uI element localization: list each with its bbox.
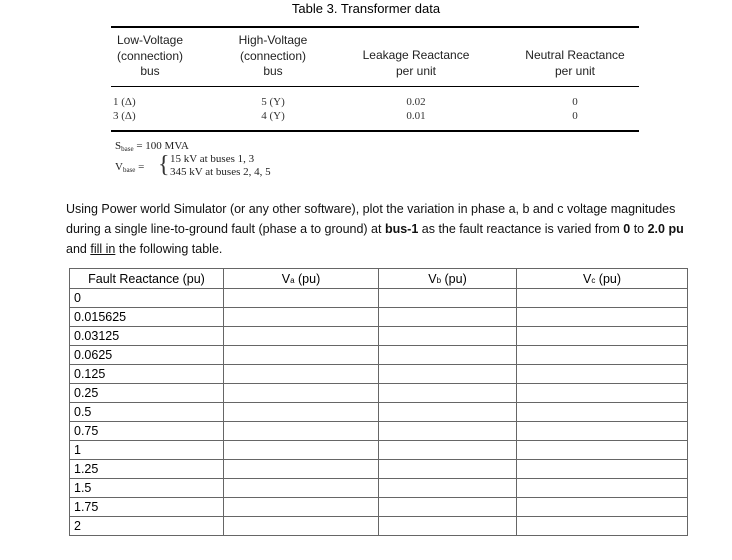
table-row	[70, 327, 688, 346]
fault-reactance-value: 1.25	[70, 460, 224, 479]
vc-cell[interactable]	[517, 460, 688, 479]
vb-cell[interactable]	[379, 308, 517, 327]
fault-reactance-value: 1	[70, 441, 224, 460]
table-row	[70, 365, 688, 384]
header-leakage-reactance: Leakage Reactance per unit	[362, 48, 470, 78]
header-low-voltage: Low-Voltage (connection) bus	[116, 33, 184, 78]
v-base-line2: 345 kV at buses 2, 4, 5	[170, 166, 271, 178]
v-base-line1: 15 kV at buses 1, 3	[170, 153, 255, 165]
row1-lv: 1 (Δ)	[113, 96, 136, 108]
table-top-rule	[111, 26, 639, 28]
brace-symbol: {	[158, 152, 170, 178]
fault-reactance-value: 0.125	[70, 365, 224, 384]
fault-reactance-value: 0.03125	[70, 327, 224, 346]
table-row	[70, 384, 688, 403]
header-neutral-reactance: Neutral Reactance per unit	[525, 48, 625, 78]
table-row	[70, 346, 688, 365]
row1-leakage: 0.02	[406, 96, 426, 108]
va-cell[interactable]	[224, 289, 379, 308]
table-row	[70, 441, 688, 460]
va-cell[interactable]	[224, 460, 379, 479]
vc-cell[interactable]	[517, 517, 688, 536]
instruction-paragraph: Using Power world Simulator (or any other software), plot the variation in phase a, b and c voltage magnitudes during a single line-to-ground fault (phase a to ground) at bus-1 as the fault reactance is varied from 0 to 2.0 pu and fill in the following table.	[66, 202, 684, 256]
header-fault-reactance: Fault Reactance (pu)	[70, 269, 224, 289]
fault-reactance-value: 0.25	[70, 384, 224, 403]
vc-cell[interactable]	[517, 346, 688, 365]
vc-cell[interactable]	[517, 479, 688, 498]
fault-reactance-value: 1.75	[70, 498, 224, 517]
s-base-line: Sbase = 100 MVA	[115, 140, 189, 153]
fault-reactance-value: 0	[70, 289, 224, 308]
vc-cell[interactable]	[517, 441, 688, 460]
header-vb: Vb (pu)	[379, 269, 517, 289]
header-va: Va (pu)	[224, 269, 379, 289]
va-cell[interactable]	[224, 365, 379, 384]
table-bottom-rule	[111, 130, 639, 132]
table-row	[70, 289, 688, 308]
vb-cell[interactable]	[379, 289, 517, 308]
vc-cell[interactable]	[517, 308, 688, 327]
fault-table-header-row	[70, 269, 688, 289]
base-values	[115, 140, 189, 152]
table-row	[70, 460, 688, 479]
fault-reactance-value: 2	[70, 517, 224, 536]
table-row	[70, 498, 688, 517]
table-row	[70, 308, 688, 327]
vb-cell[interactable]	[379, 498, 517, 517]
fault-reactance-value: 1.5	[70, 479, 224, 498]
vc-cell[interactable]	[517, 422, 688, 441]
vb-cell[interactable]	[379, 327, 517, 346]
vc-cell[interactable]	[517, 498, 688, 517]
vb-cell[interactable]	[379, 517, 517, 536]
fault-reactance-value: 0.0625	[70, 346, 224, 365]
va-cell[interactable]	[224, 384, 379, 403]
row2-neutral: 0	[572, 110, 578, 122]
fault-reactance-value: 0.75	[70, 422, 224, 441]
header-high-voltage: High-Voltage (connection) bus	[238, 33, 308, 78]
vb-cell[interactable]	[379, 441, 517, 460]
vb-cell[interactable]	[379, 365, 517, 384]
va-cell[interactable]	[224, 308, 379, 327]
fault-reactance-value: 0.015625	[70, 308, 224, 327]
table-row	[70, 517, 688, 536]
vc-cell[interactable]	[517, 289, 688, 308]
row2-lv: 3 (Δ)	[113, 110, 136, 122]
vc-cell[interactable]	[517, 327, 688, 346]
va-cell[interactable]	[224, 517, 379, 536]
fault-reactance-table	[69, 268, 688, 536]
v-base-label: Vbase =	[115, 161, 145, 174]
table-caption: Table 3. Transformer data	[291, 1, 441, 16]
table-row	[70, 422, 688, 441]
vb-cell[interactable]	[379, 346, 517, 365]
vc-cell[interactable]	[517, 365, 688, 384]
header-vc: Vc (pu)	[517, 269, 688, 289]
vb-cell[interactable]	[379, 403, 517, 422]
table-row	[70, 479, 688, 498]
va-cell[interactable]	[224, 441, 379, 460]
row1-neutral: 0	[572, 96, 578, 108]
va-cell[interactable]	[224, 327, 379, 346]
vc-cell[interactable]	[517, 403, 688, 422]
va-cell[interactable]	[224, 403, 379, 422]
row1-hv: 5 (Y)	[261, 96, 285, 108]
row2-leakage: 0.01	[406, 110, 426, 122]
va-cell[interactable]	[224, 422, 379, 441]
vb-cell[interactable]	[379, 384, 517, 403]
vc-cell[interactable]	[517, 384, 688, 403]
row2-hv: 4 (Y)	[261, 110, 285, 122]
va-cell[interactable]	[224, 479, 379, 498]
table-header-rule	[111, 86, 639, 87]
fault-reactance-value: 0.5	[70, 403, 224, 422]
va-cell[interactable]	[224, 346, 379, 365]
table-row	[70, 403, 688, 422]
vb-cell[interactable]	[379, 422, 517, 441]
vb-cell[interactable]	[379, 479, 517, 498]
vb-cell[interactable]	[379, 460, 517, 479]
va-cell[interactable]	[224, 498, 379, 517]
